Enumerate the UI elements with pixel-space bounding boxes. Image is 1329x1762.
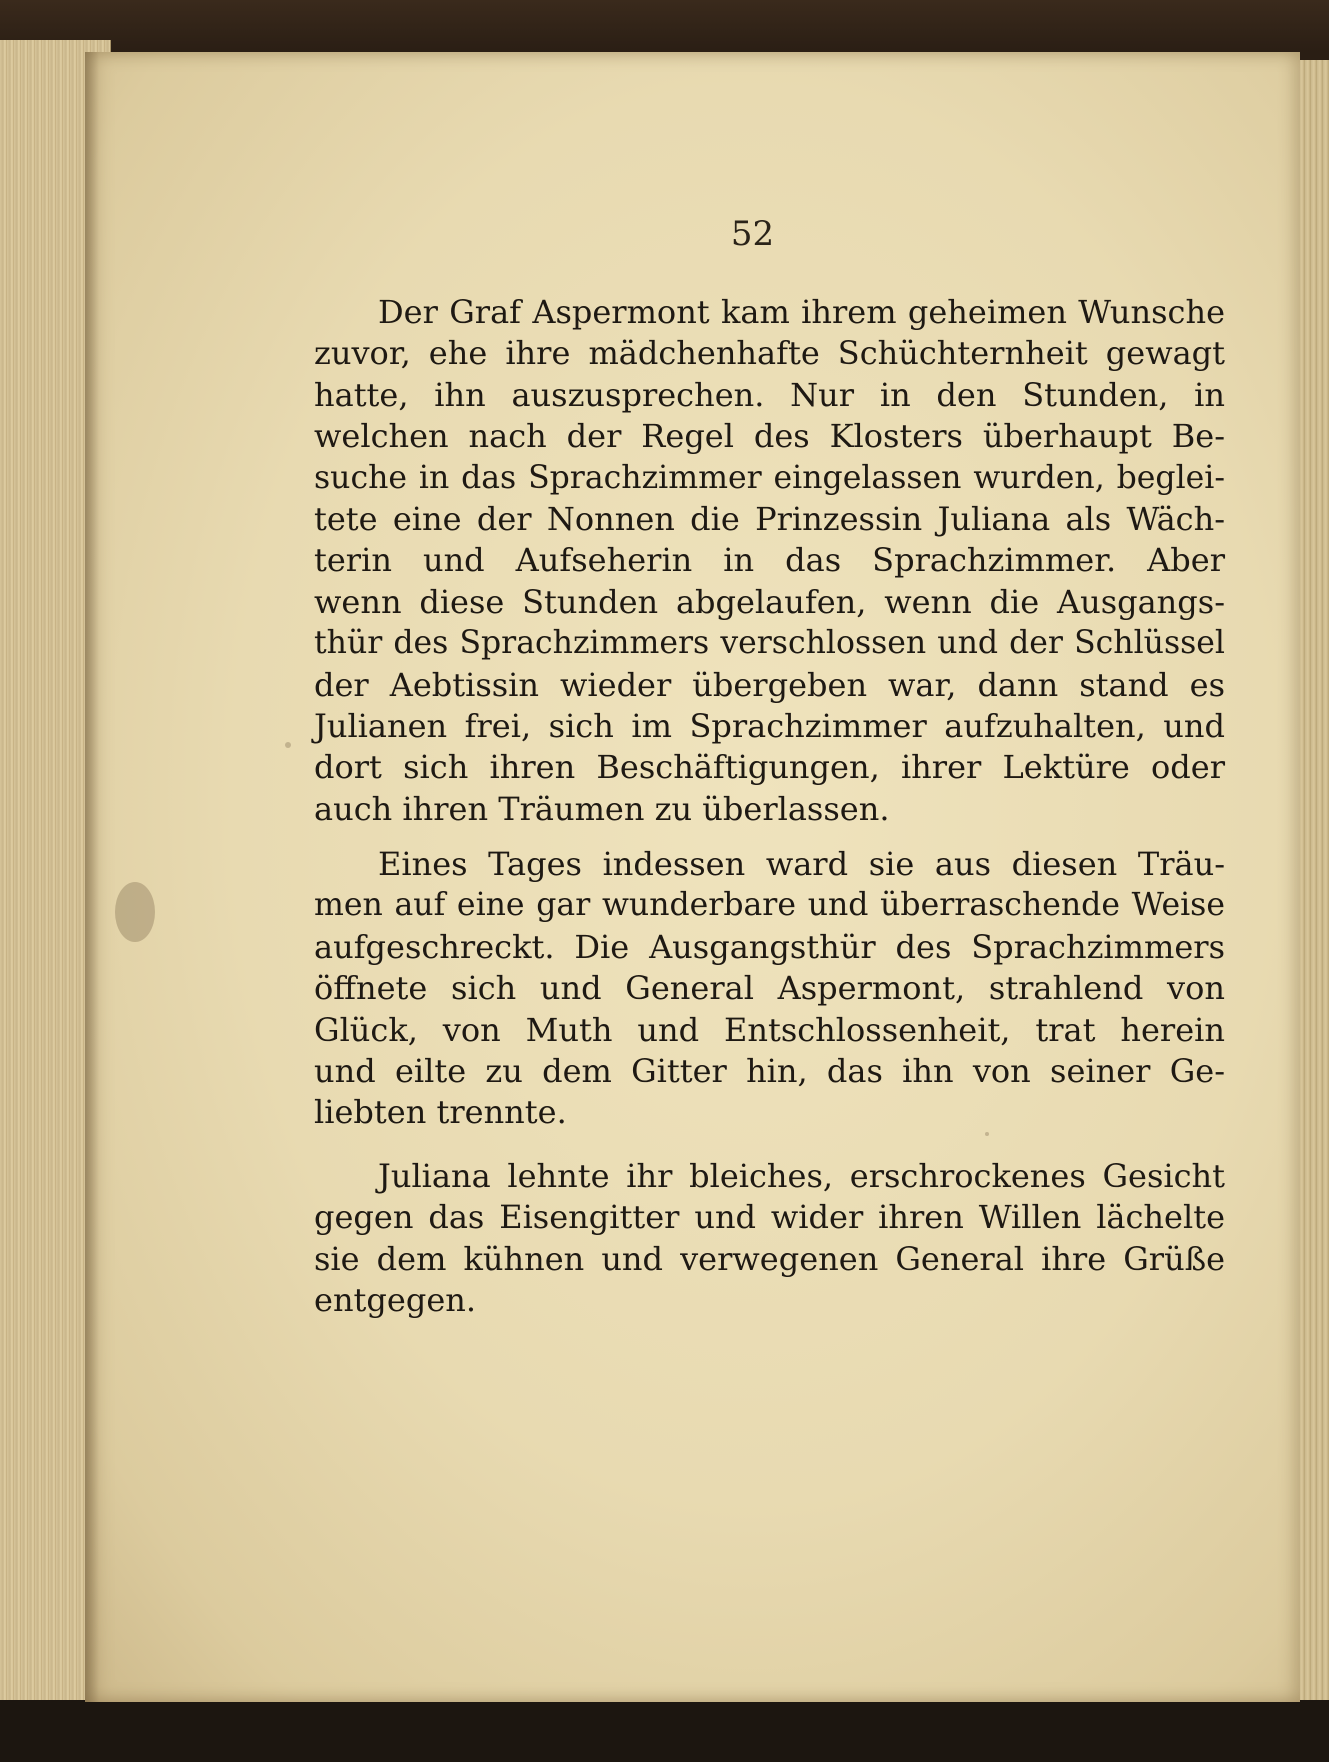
text-line: liebten trennte. xyxy=(314,1093,567,1132)
paragraph-2 xyxy=(250,844,1225,1134)
text-line: aufgeschreckt. Die Ausgangsthür des Sprachzimmers xyxy=(314,927,1225,966)
text-line: und eilte zu dem Gitter hin, das ihn von seiner Ge- xyxy=(314,1052,1225,1091)
text-line: Eines Tages indessen ward sie aus diesen Träu- xyxy=(378,845,1225,884)
text-line: suche in das Sprachzimmer eingelassen wurden, beglei- xyxy=(314,459,1225,496)
text-line: Glück, von Muth und Entschlossenheit, trat herein xyxy=(314,1010,1225,1049)
text-line: öffnete sich und General Aspermont, strahlend von xyxy=(314,969,1225,1008)
text-line: welchen nach der Regel des Klosters überhaupt Be- xyxy=(314,417,1225,456)
text-line: auch ihren Träumen zu überlassen. xyxy=(314,789,890,828)
text-line: terin und Aufseherin in das Sprachzimmer. Aber xyxy=(314,541,1225,580)
text-line: Juliana lehnte ihr bleiches, erschrockenes Gesicht xyxy=(378,1156,1225,1195)
text-line: men auf eine gar wunderbare und überraschende Weise xyxy=(314,887,1225,924)
text-line: Der Graf Aspermont kam ihrem geheimen Wunsche xyxy=(378,293,1225,331)
text-line: zuvor, ehe ihre mädchenhafte Schüchternheit gewagt xyxy=(314,334,1225,373)
text-line: entgegen. xyxy=(314,1280,477,1319)
paragraph-1 xyxy=(250,292,1225,830)
text-line: dort sich ihren Beschäftigungen, ihrer Lektüre oder xyxy=(314,748,1225,787)
text-line: hatte, ihn auszusprechen. Nur in den Stunden, in xyxy=(314,375,1225,414)
text-line: tete eine der Nonnen die Prinzessin Juliana als Wäch- xyxy=(314,499,1225,538)
paragraph-3 xyxy=(250,1156,1225,1322)
text-line: thür des Sprachzimmers verschlossen und der Schlüssel xyxy=(314,625,1225,662)
page-gutter xyxy=(85,52,99,1702)
page-stack-right xyxy=(1299,60,1329,1700)
text-line: wenn diese Stunden abgelaufen, wenn die Ausgangs- xyxy=(314,582,1225,621)
paper-stain xyxy=(115,882,155,942)
text-line: der Aebtissin wieder übergeben war, dann stand es xyxy=(314,665,1225,704)
text-line: Julianen frei, sich im Sprachzimmer aufzuhalten, und xyxy=(314,706,1225,745)
page-number: 52 xyxy=(730,214,775,254)
text-line: gegen das Eisengitter und wider ihren Willen lächelte xyxy=(314,1198,1225,1237)
body-text xyxy=(250,292,1225,1321)
text-line: sie dem kühnen und verwegenen General ihre Grüße xyxy=(314,1239,1225,1278)
